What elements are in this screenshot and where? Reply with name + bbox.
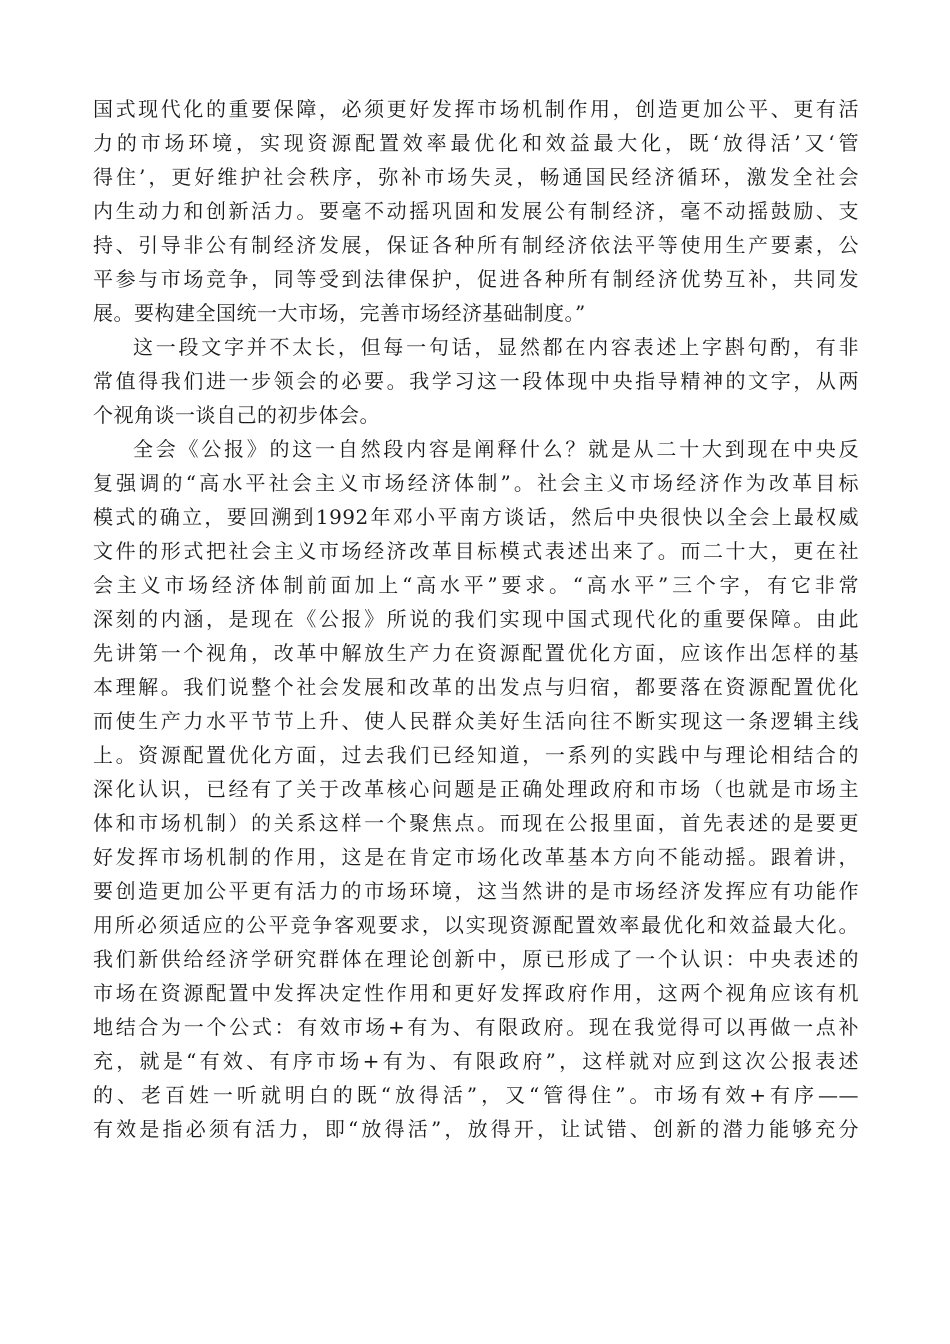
text-line: 平参与市场竞争，同等受到法律保护，促进各种所有制经济优势互补，共同发 bbox=[93, 267, 859, 291]
text-line: 力的市场环境，实现资源配置效率最优化和效益最大化，既‘放得活’又‘管 bbox=[93, 131, 859, 155]
document-page bbox=[93, 92, 859, 1146]
text-line: 充，就是“有效、有序市场+有为、有限政府”，这样就对应到这次公报表述 bbox=[93, 1049, 859, 1073]
text-line: 得住’，更好维护社会秩序，弥补市场失灵，畅通国民经济循环，激发全社会 bbox=[93, 165, 859, 189]
text-line: 好发挥市场机制的作用，这是在肯定市场化改革基本方向不能动摇。跟着讲， bbox=[93, 845, 859, 869]
text-line: 会主义市场经济体制前面加上“高水平”要求。“高水平”三个字，有它非常 bbox=[93, 573, 859, 597]
text-line: 有效是指必须有活力，即“放得活”，放得开，让试错、创新的潜力能够充分 bbox=[93, 1117, 859, 1141]
text-line: 常值得我们进一步领会的必要。我学习这一段体现中央指导精神的文字，从两 bbox=[93, 369, 859, 393]
text-line: 上。资源配置优化方面，过去我们已经知道，一系列的实践中与理论相结合的 bbox=[93, 743, 859, 767]
paragraph-1 bbox=[93, 92, 859, 330]
text-line: 用所必须适应的公平竞争客观要求，以实现资源配置效率最优化和效益最大化。 bbox=[93, 913, 859, 937]
text-line: 这一段文字并不太长，但每一句话，显然都在内容表述上字斟句酌，有非 bbox=[133, 335, 859, 359]
text-line: 要创造更加公平更有活力的市场环境，这当然讲的是市场经济发挥应有功能作 bbox=[93, 879, 859, 903]
text-line: 模式的确立，要回溯到1992年邓小平南方谈话，然后中央很快以全会上最权威 bbox=[93, 505, 859, 529]
paragraph-2 bbox=[93, 330, 859, 432]
text-line: 地结合为一个公式：有效市场+有为、有限政府。现在我觉得可以再做一点补 bbox=[93, 1015, 859, 1039]
text-line: 个视角谈一谈自己的初步体会。 bbox=[93, 403, 380, 427]
text-line: 我们新供给经济学研究群体在理论创新中，原已形成了一个认识：中央表述的 bbox=[93, 947, 859, 971]
text-line: 体和市场机制）的关系这样一个聚焦点。而现在公报里面，首先表述的是要更 bbox=[93, 811, 859, 835]
text-line: 文件的形式把社会主义市场经济改革目标模式表述出来了。而二十大，更在社 bbox=[93, 539, 859, 563]
paragraph-3 bbox=[93, 432, 859, 1146]
text-line: 市场在资源配置中发挥决定性作用和更好发挥政府作用，这两个视角应该有机 bbox=[93, 981, 859, 1005]
text-line: 的、老百姓一听就明白的既“放得活”，又“管得住”。市场有效+有序—— bbox=[93, 1083, 859, 1107]
text-line: 本理解。我们说整个社会发展和改革的出发点与归宿，都要落在资源配置优化 bbox=[93, 675, 859, 699]
text-line: 持、引导非公有制经济发展，保证各种所有制经济依法平等使用生产要素，公 bbox=[93, 233, 859, 257]
text-line: 展。要构建全国统一大市场，完善市场经济基础制度。” bbox=[93, 301, 586, 325]
text-line: 内生动力和创新活力。要毫不动摇巩固和发展公有制经济，毫不动摇鼓励、支 bbox=[93, 199, 859, 223]
text-line: 复强调的“高水平社会主义市场经济体制”。社会主义市场经济作为改革目标 bbox=[93, 471, 859, 495]
text-line: 先讲第一个视角，改革中解放生产力在资源配置优化方面，应该作出怎样的基 bbox=[93, 641, 859, 665]
text-line: 深刻的内涵，是现在《公报》所说的我们实现中国式现代化的重要保障。由此 bbox=[93, 607, 859, 631]
text-line: 深化认识，已经有了关于改革核心问题是正确处理政府和市场（也就是市场主 bbox=[93, 777, 859, 801]
text-line: 而使生产力水平节节上升、使人民群众美好生活向往不断实现这一条逻辑主线 bbox=[93, 709, 859, 733]
text-line: 国式现代化的重要保障，必须更好发挥市场机制作用，创造更加公平、更有活 bbox=[93, 97, 859, 121]
text-line: 全会《公报》的这一自然段内容是阐释什么？就是从二十大到现在中央反 bbox=[133, 437, 859, 461]
